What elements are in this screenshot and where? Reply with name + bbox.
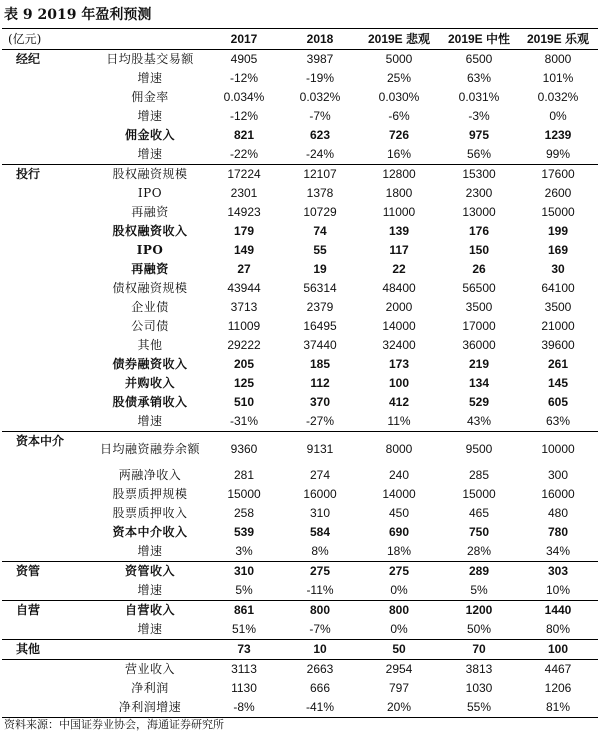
value-cell: 300 [547, 468, 569, 482]
value-cell: 9500 [440, 432, 518, 467]
row-label: 再融资 [131, 205, 169, 219]
section-label: 投行 [2, 165, 94, 185]
value-cell: 780 [547, 525, 569, 539]
value-cell: 74 [313, 224, 327, 238]
value-cell: 50 [358, 640, 440, 660]
section-label [2, 69, 94, 88]
row-label: 自营收入 [94, 601, 206, 621]
value-cell: 15300 [440, 165, 518, 185]
value-cell: 584 [309, 525, 331, 539]
value-cell: 5% [470, 583, 488, 597]
section-label [2, 485, 94, 504]
section-label [2, 336, 94, 355]
row-label: 增速 [137, 414, 163, 428]
table-row [2, 165, 598, 185]
value-cell: 605 [547, 395, 569, 409]
value-cell: 2954 [358, 660, 440, 680]
value-cell: 0.032% [537, 90, 579, 104]
value-cell: 821 [233, 128, 255, 142]
value-cell: 13000 [462, 205, 496, 219]
value-cell: 1800 [385, 186, 413, 200]
value-cell: -12% [229, 109, 258, 123]
value-cell: -12% [229, 71, 258, 85]
col-header: 2019E 悲观 [358, 29, 440, 50]
value-cell: -7% [309, 622, 331, 636]
section-label: 自营 [2, 601, 94, 621]
value-cell: 275 [282, 562, 358, 582]
row-label: 净利润增速 [94, 698, 206, 718]
value-cell: 117 [389, 243, 409, 257]
value-cell: 12800 [358, 165, 440, 185]
value-cell: -22% [229, 147, 258, 161]
table-row [2, 620, 598, 640]
value-cell: 1239 [544, 128, 572, 142]
value-cell: 2000 [385, 300, 413, 314]
value-cell: 55% [440, 698, 518, 718]
value-cell: 861 [206, 601, 282, 621]
value-cell: 0% [549, 109, 567, 123]
row-label: 公司债 [131, 319, 169, 333]
value-cell: 1200 [440, 601, 518, 621]
row-label: 资本中介收入 [112, 525, 188, 539]
value-cell: 16% [386, 147, 412, 161]
table-row [2, 184, 598, 203]
value-cell: 99% [545, 147, 571, 161]
table-row [2, 298, 598, 317]
section-label [2, 145, 94, 165]
value-cell: 2301 [230, 186, 258, 200]
value-cell: 800 [358, 601, 440, 621]
value-cell: 8000 [518, 50, 598, 70]
value-cell: 690 [388, 525, 410, 539]
value-cell: 17600 [518, 165, 598, 185]
table-row [2, 317, 598, 336]
value-cell: 539 [233, 525, 255, 539]
row-label: 净利润 [131, 681, 169, 695]
profit-forecast-table [2, 28, 598, 718]
value-cell: 5% [235, 583, 253, 597]
value-cell: 176 [468, 224, 490, 238]
value-cell: 125 [233, 376, 255, 390]
header-row [2, 29, 598, 50]
value-cell: 15000 [462, 487, 496, 501]
value-cell: -7% [309, 109, 331, 123]
row-label: IPO [137, 186, 163, 200]
table-row [2, 466, 598, 485]
value-cell: 412 [388, 395, 410, 409]
section-label [2, 504, 94, 523]
section-label [2, 126, 94, 145]
table-row [2, 279, 598, 298]
value-cell: 12107 [282, 165, 358, 185]
value-cell: 10% [545, 583, 571, 597]
value-cell: 139 [388, 224, 410, 238]
value-cell: 39600 [541, 338, 575, 352]
value-cell: 0% [390, 583, 408, 597]
table-row [2, 126, 598, 145]
table-row [2, 412, 598, 432]
table-row [2, 107, 598, 126]
value-cell: 205 [233, 357, 255, 371]
section-label [2, 279, 94, 298]
value-cell: 310 [206, 562, 282, 582]
section-label: 资本中介 [2, 432, 94, 467]
row-label: 增速 [137, 622, 163, 636]
value-cell: 8% [311, 544, 329, 558]
value-cell: 25% [386, 71, 412, 85]
value-cell: 17224 [206, 165, 282, 185]
row-label: 营业收入 [94, 660, 206, 680]
value-cell: 150 [468, 243, 490, 257]
value-cell: 26 [472, 262, 486, 276]
table-row [2, 581, 598, 601]
value-cell: 10000 [518, 432, 598, 467]
value-cell: 6500 [440, 50, 518, 70]
table-row [2, 241, 598, 260]
table-row [2, 542, 598, 562]
value-cell: 16000 [303, 487, 337, 501]
row-label: 债权融资规模 [112, 281, 188, 295]
value-cell: 15000 [227, 487, 261, 501]
value-cell: 258 [233, 506, 255, 520]
section-label [2, 393, 94, 412]
table-body [2, 50, 598, 718]
value-cell: 5000 [358, 50, 440, 70]
col-header: 2019E 中性 [440, 29, 518, 50]
row-label: 股权融资规模 [94, 165, 206, 185]
value-cell: -31% [229, 414, 258, 428]
value-cell: 19 [313, 262, 327, 276]
value-cell: 1030 [465, 681, 493, 695]
value-cell: 3% [235, 544, 253, 558]
value-cell: 1440 [518, 601, 598, 621]
table-row [2, 562, 598, 582]
unit-label: (亿元) [2, 29, 206, 50]
row-label: 股票质押收入 [112, 506, 188, 520]
value-cell: -19% [305, 71, 334, 85]
value-cell: 219 [468, 357, 490, 371]
value-cell: 4905 [206, 50, 282, 70]
value-cell: 2600 [544, 186, 572, 200]
value-cell: 48400 [382, 281, 416, 295]
table-row [2, 698, 598, 718]
section-label: 经纪 [2, 50, 94, 70]
section-label [2, 660, 94, 680]
value-cell: 11000 [382, 205, 416, 219]
section-label: 资管 [2, 562, 94, 582]
row-label: 再融资 [131, 262, 169, 276]
value-cell: 14923 [227, 205, 261, 219]
value-cell: 63% [466, 71, 492, 85]
value-cell: 100 [518, 640, 598, 660]
value-cell: 134 [468, 376, 490, 390]
value-cell: 30 [551, 262, 565, 276]
value-cell: 303 [518, 562, 598, 582]
row-label: 增速 [137, 71, 163, 85]
section-label [2, 466, 94, 485]
table-row [2, 69, 598, 88]
value-cell: 800 [282, 601, 358, 621]
value-cell: 14000 [382, 487, 416, 501]
value-cell: 37440 [303, 338, 337, 352]
value-cell: 0.031% [458, 90, 500, 104]
section-label [2, 523, 94, 542]
row-label: 股债承销收入 [112, 395, 188, 409]
value-cell: 34% [545, 544, 571, 558]
value-cell: 145 [547, 376, 569, 390]
section-label [2, 241, 94, 260]
value-cell: 9131 [282, 432, 358, 467]
value-cell: 73 [206, 640, 282, 660]
value-cell: 27 [237, 262, 251, 276]
col-header: 2017 [206, 29, 282, 50]
table-row [2, 393, 598, 412]
value-cell: 261 [547, 357, 569, 371]
section-label [2, 260, 94, 279]
value-cell: 3500 [465, 300, 493, 314]
row-label: 佣金收入 [124, 128, 175, 142]
value-cell: 50% [466, 622, 492, 636]
value-cell: 15000 [541, 205, 575, 219]
value-cell: 17000 [462, 319, 496, 333]
table-row [2, 601, 598, 621]
value-cell: 750 [468, 525, 490, 539]
table-row [2, 50, 598, 70]
row-label: 并购收入 [124, 376, 175, 390]
table-row [2, 145, 598, 165]
value-cell: 80% [545, 622, 571, 636]
value-cell: -27% [305, 414, 334, 428]
value-cell: 623 [309, 128, 331, 142]
value-cell: 149 [233, 243, 255, 257]
section-label [2, 107, 94, 126]
value-cell: 8000 [358, 432, 440, 467]
table-row [2, 432, 598, 467]
value-cell: 32400 [382, 338, 416, 352]
value-cell: 0.030% [378, 90, 420, 104]
value-cell: 975 [468, 128, 490, 142]
value-cell: 480 [547, 506, 569, 520]
value-cell: 169 [547, 243, 569, 257]
row-label: 企业债 [131, 300, 169, 314]
value-cell: 112 [310, 376, 330, 390]
value-cell: 43% [466, 414, 492, 428]
row-label: IPO [136, 243, 164, 257]
table-row [2, 260, 598, 279]
row-label: 债券融资收入 [112, 357, 188, 371]
section-label [2, 203, 94, 222]
value-cell: 9360 [206, 432, 282, 467]
value-cell: 28% [466, 544, 492, 558]
value-cell: 64100 [541, 281, 575, 295]
table-row [2, 203, 598, 222]
value-cell: 14000 [382, 319, 416, 333]
value-cell: 20% [358, 698, 440, 718]
value-cell: 63% [545, 414, 571, 428]
value-cell: 3113 [206, 660, 282, 680]
value-cell: 2379 [306, 300, 334, 314]
row-label: 两融净收入 [118, 468, 182, 482]
value-cell: 240 [388, 468, 410, 482]
section-label [2, 698, 94, 718]
row-label: 增速 [137, 583, 163, 597]
value-cell: 3713 [230, 300, 258, 314]
table-row [2, 660, 598, 680]
section-label [2, 412, 94, 432]
section-label [2, 298, 94, 317]
value-cell: -41% [282, 698, 358, 718]
value-cell: 18% [386, 544, 412, 558]
value-cell: 199 [547, 224, 569, 238]
value-cell: 0.034% [223, 90, 265, 104]
value-cell: 797 [388, 681, 410, 695]
value-cell: 3813 [440, 660, 518, 680]
row-label: 佣金率 [131, 90, 169, 104]
value-cell: 29222 [227, 338, 261, 352]
value-cell: 10 [282, 640, 358, 660]
value-cell: 36000 [462, 338, 496, 352]
section-label [2, 317, 94, 336]
value-cell: 726 [388, 128, 410, 142]
value-cell: 101% [542, 71, 574, 85]
value-cell: 2300 [465, 186, 493, 200]
row-label: 日均融资融券余额 [94, 432, 206, 467]
section-label [2, 355, 94, 374]
value-cell: 1206 [544, 681, 572, 695]
value-cell: 51% [231, 622, 257, 636]
section-label [2, 620, 94, 640]
value-cell: 56% [466, 147, 492, 161]
value-cell: 310 [309, 506, 331, 520]
value-cell: 529 [468, 395, 490, 409]
value-cell: 1130 [231, 681, 257, 695]
value-cell: 281 [233, 468, 255, 482]
value-cell: 274 [309, 468, 331, 482]
value-cell: 4467 [518, 660, 598, 680]
table-row [2, 374, 598, 393]
table-row [2, 523, 598, 542]
value-cell: 11009 [227, 319, 261, 333]
col-header: 2018 [282, 29, 358, 50]
section-label [2, 679, 94, 698]
row-label: 资管收入 [94, 562, 206, 582]
value-cell: 2663 [282, 660, 358, 680]
value-cell: 81% [518, 698, 598, 718]
row-label: 股权融资收入 [112, 224, 188, 238]
value-cell: -8% [206, 698, 282, 718]
col-header: 2019E 乐观 [518, 29, 598, 50]
table-row [2, 88, 598, 107]
value-cell: 0.032% [299, 90, 341, 104]
table-row [2, 336, 598, 355]
table-row [2, 640, 598, 660]
value-cell: 666 [309, 681, 331, 695]
value-cell: 285 [468, 468, 490, 482]
table-row [2, 485, 598, 504]
section-label [2, 184, 94, 203]
value-cell: -6% [388, 109, 410, 123]
value-cell: 3500 [544, 300, 572, 314]
row-label: 增速 [137, 544, 163, 558]
table-row [2, 504, 598, 523]
value-cell: 16495 [303, 319, 337, 333]
section-label [2, 374, 94, 393]
section-label [2, 542, 94, 562]
value-cell: 3987 [282, 50, 358, 70]
value-cell: 450 [388, 506, 410, 520]
value-cell: 173 [388, 357, 410, 371]
value-cell: 0% [390, 622, 408, 636]
value-cell: 185 [309, 357, 331, 371]
value-cell: 22 [392, 262, 406, 276]
row-label: 日均股基交易额 [94, 50, 206, 70]
section-label [2, 88, 94, 107]
value-cell: 56314 [303, 281, 337, 295]
value-cell: -24% [305, 147, 334, 161]
value-cell: 179 [233, 224, 255, 238]
table-row [2, 222, 598, 241]
section-label: 其他 [2, 640, 94, 660]
value-cell: 70 [440, 640, 518, 660]
value-cell: 465 [468, 506, 490, 520]
table-row [2, 679, 598, 698]
section-label [2, 222, 94, 241]
section-label [2, 581, 94, 601]
table-title: 表 9 2019 年盈利预测 [4, 7, 152, 23]
row-label: 股票质押规模 [112, 487, 188, 501]
value-cell: 55 [313, 243, 327, 257]
value-cell: 10729 [303, 205, 337, 219]
value-cell: -11% [306, 583, 334, 597]
value-cell: 11% [387, 414, 411, 428]
value-cell: 56500 [462, 281, 496, 295]
value-cell: 1378 [306, 186, 334, 200]
value-cell: 21000 [541, 319, 575, 333]
value-cell: 16000 [541, 487, 575, 501]
value-cell: 510 [233, 395, 255, 409]
table-row [2, 355, 598, 374]
value-cell: 370 [309, 395, 331, 409]
value-cell: 43944 [227, 281, 261, 295]
source-note: 资料来源：中国证券业协会，海通证券研究所 [4, 718, 224, 731]
row-label: 其他 [137, 338, 163, 352]
row-label: 增速 [137, 147, 163, 161]
value-cell: -3% [468, 109, 490, 123]
row-label: 增速 [137, 109, 163, 123]
value-cell: 275 [358, 562, 440, 582]
value-cell: 289 [440, 562, 518, 582]
value-cell: 100 [388, 376, 410, 390]
row-label [94, 640, 206, 660]
